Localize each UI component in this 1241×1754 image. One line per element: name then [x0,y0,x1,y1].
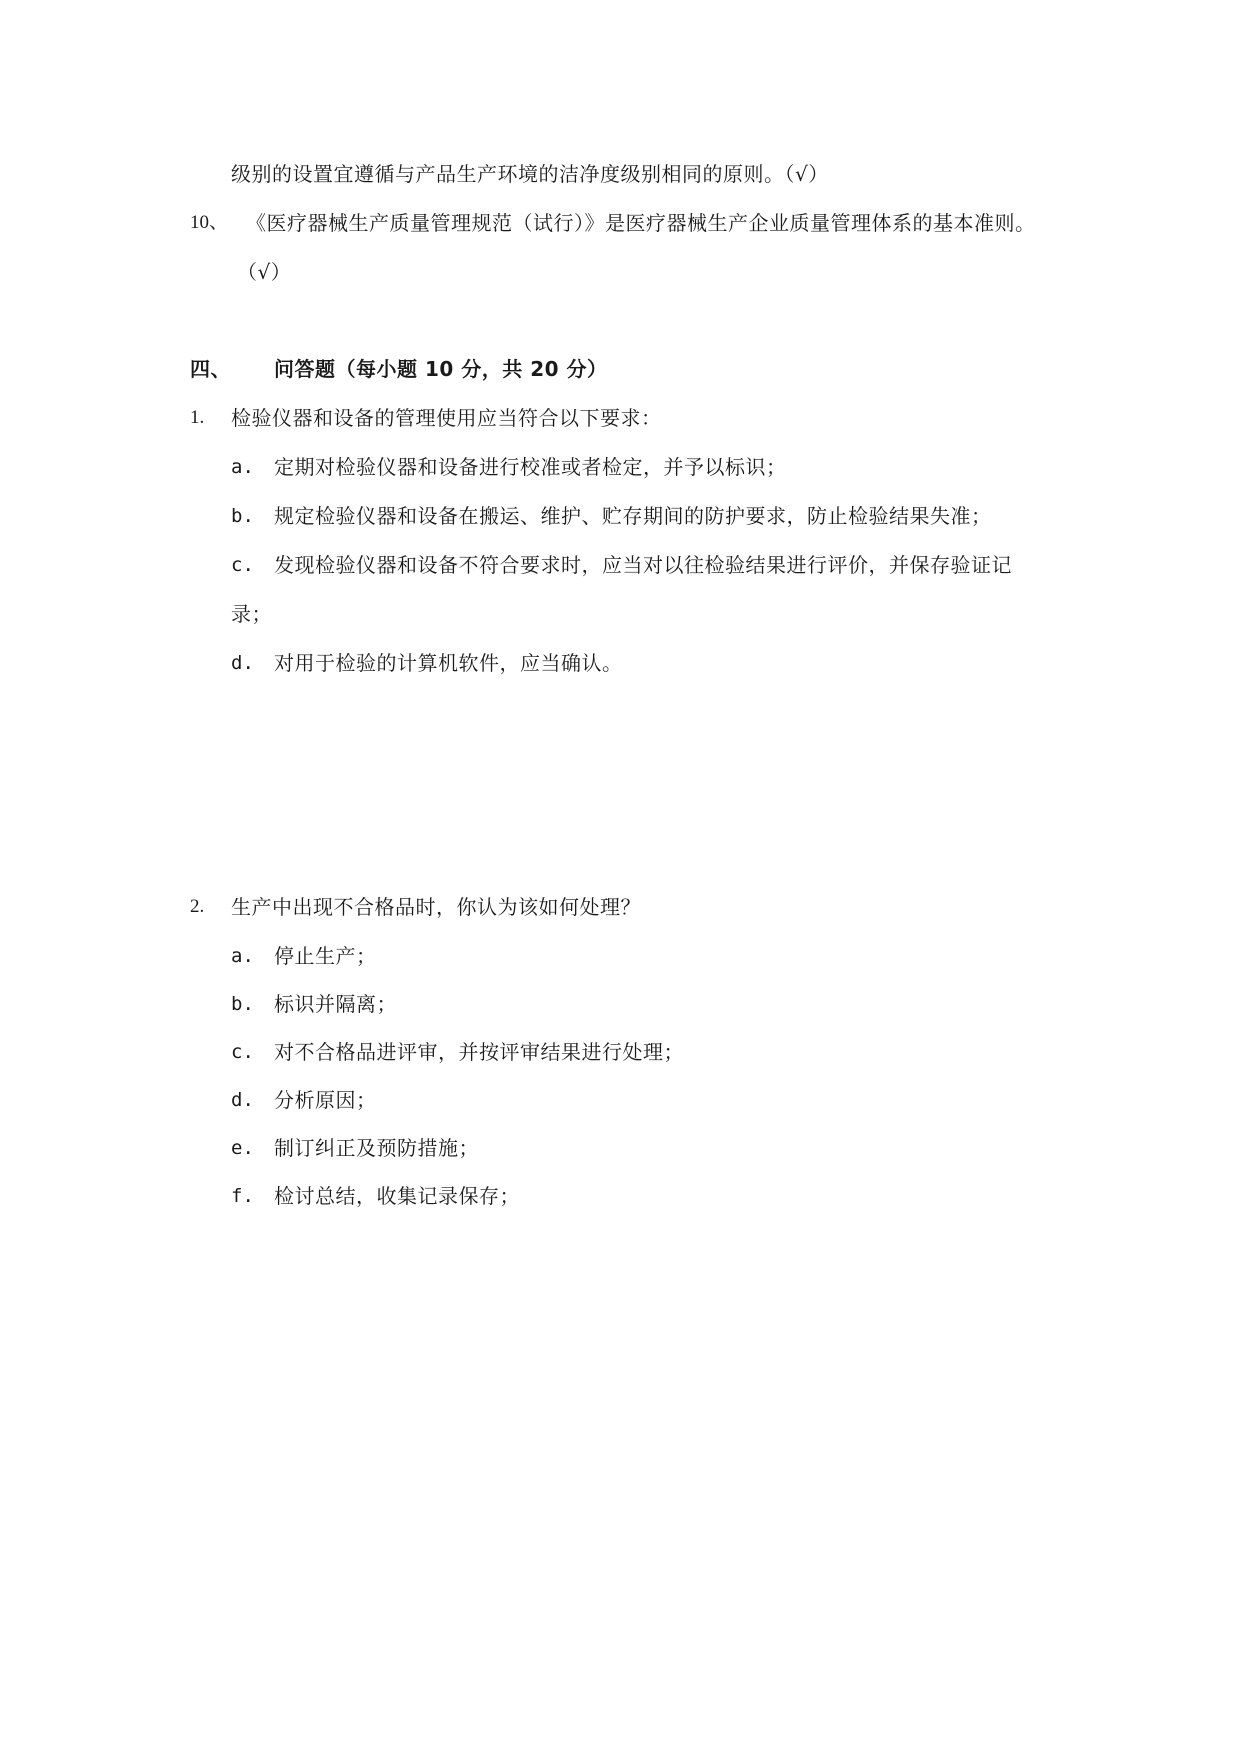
q1-item-a-text: 定期对检验仪器和设备进行校准或者检定，并予以标识； [274,455,787,479]
q2-item-b-text: 标识并隔离； [274,992,397,1016]
q2-item-d-letter: d. [231,1089,254,1111]
section-4-title: 问答题（每小题 10 分，共 20 分） [274,357,608,381]
q1-item-d-text: 对用于检验的计算机软件，应当确认。 [274,651,623,675]
q2-item-a-text: 停止生产； [274,944,377,968]
q9-continuation: 级别的设置宜遵循与产品生产环境的洁净度级别相同的原则。（√） [231,162,829,186]
q2-item-e-letter: e. [231,1137,254,1159]
q2-item-b-letter: b. [231,993,254,1015]
q2-text: 生产中出现不合格品时，你认为该如何处理？ [231,895,641,919]
q1-item-c-text: 发现检验仪器和设备不符合要求时，应当对以往检验结果进行评价，并保存验证记 [274,553,1012,577]
q1-item-b-text: 规定检验仪器和设备在搬运、维护、贮存期间的防护要求，防止检验结果失准； [274,504,992,528]
section-4-number: 四、 [190,357,231,381]
q1-text: 检验仪器和设备的管理使用应当符合以下要求： [231,406,662,430]
q2-item-d-text: 分析原因； [274,1088,377,1112]
q1-item-a-letter: a. [231,456,254,478]
q1-item-d-letter: d. [231,652,254,674]
q1-item-c-continuation: 录； [231,602,272,626]
q2-item-e-text: 制订纠正及预防措施； [274,1136,479,1160]
q10-number: 10、 [190,212,229,233]
q2-item-f-text: 检讨总结，收集记录保存； [274,1184,520,1208]
q1-item-b-letter: b. [231,505,254,527]
q2-item-a-letter: a. [231,945,254,967]
q1-item-c-letter: c. [231,554,254,576]
q10-answer: （√） [237,260,292,284]
q1-number: 1. [190,407,205,428]
q10-text: 《医疗器械生产质量管理规范（试行）》是医疗器械生产企业质量管理体系的基本准则。 [246,211,1036,235]
q2-number: 2. [190,896,205,917]
q2-item-c-letter: c. [231,1041,254,1063]
q2-item-f-letter: f. [231,1185,254,1207]
q2-item-c-text: 对不合格品进评审，并按评审结果进行处理； [274,1040,684,1064]
